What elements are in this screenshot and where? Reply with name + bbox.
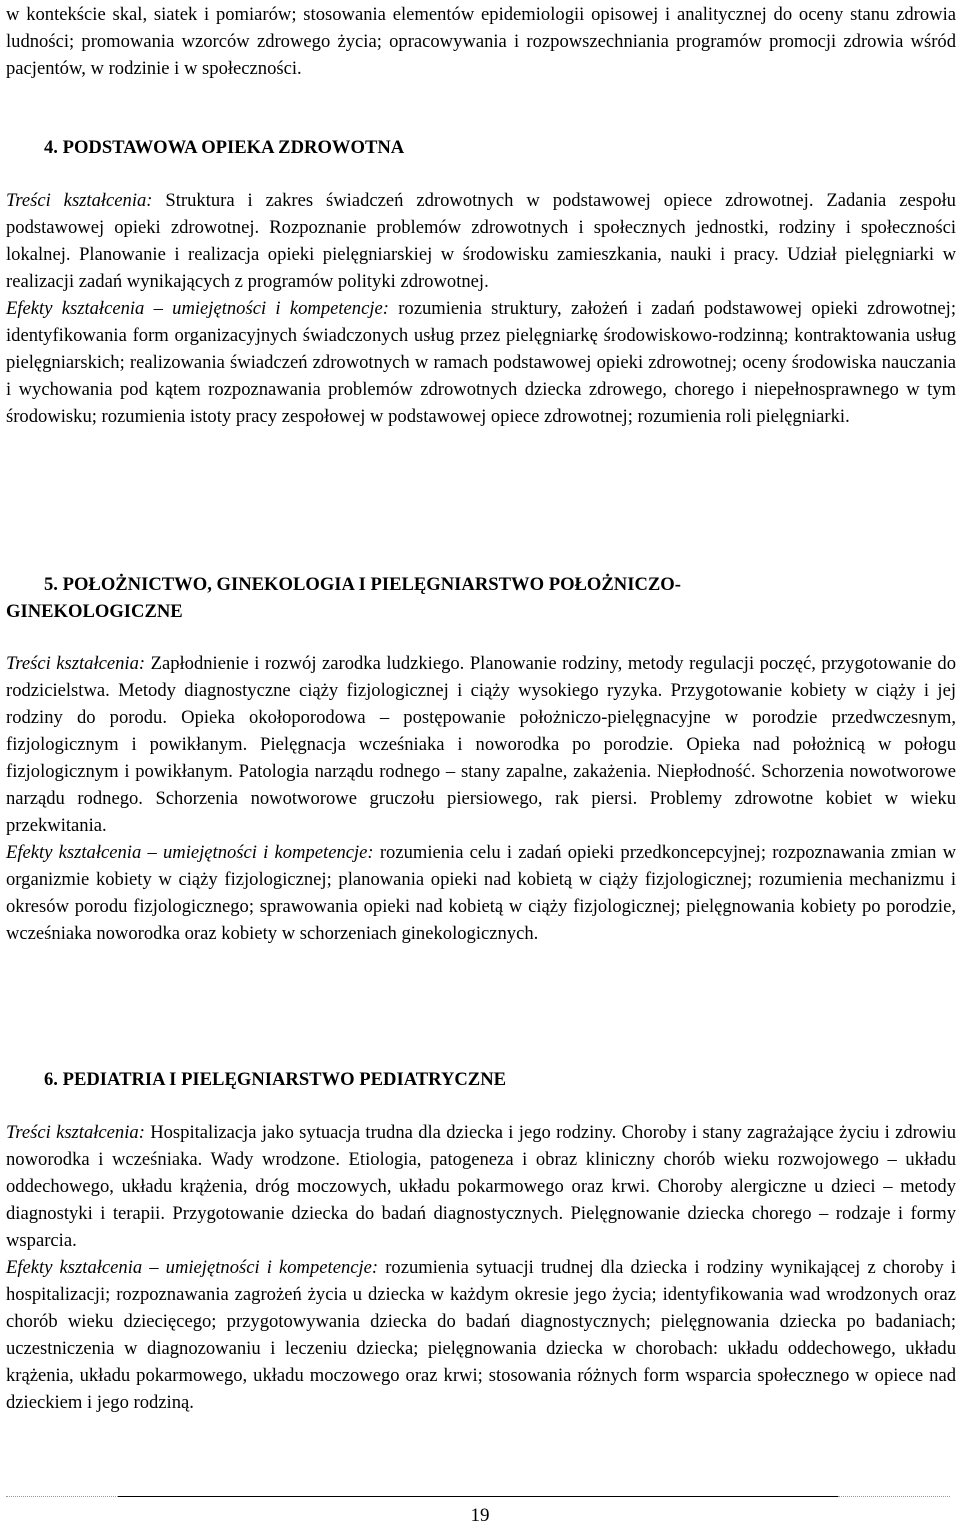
section-6 <box>6 1066 956 1093</box>
section-heading: 4. PODSTAWOWA OPIEKA ZDROWOTNA <box>44 137 405 158</box>
footer-rule-right <box>838 1496 950 1497</box>
content-text: Struktura i zakres świadczeń zdrowotnych w podstawowej opiece zdrowotnej. Zadania zespołu podstawowej opieki zdrowotnej. Rozpoznanie problemów zdrowotnych i społecznych jednostki, rodziny i społeczności lokalnej. Planowanie i realizacja opieki pielęgniarskiej w środowisku zamieszkania, nauki i pracy. Udział pielęgniarki w realizacji zadań wynikających z programów polityki zdrowotnej. <box>6 190 956 292</box>
section-heading: 6. PEDIATRIA I PIELĘGNIARSTWO PEDIATRYCZNE <box>44 1069 507 1090</box>
content-paragraph <box>6 187 956 295</box>
effects-text: rozumienia celu i zadań opieki przedkoncepcyjnej; rozpoznawania zmian w organizmie kobiety w ciąży fizjologicznej; planowania opieki nad kobietą w ciąży fizjologicznej; rozumienia mechanizmu i okresów porodu fizjologicznego; sprawowania opieki nad kobietą w ciąży fizjologicznej; pielęgnowania kobiety po porodzie, wcześniaka noworodka oraz kobiety w schorzeniach ginekologicznych. <box>6 842 956 944</box>
effects-paragraph <box>6 839 956 947</box>
intro-paragraph: w kontekście skal, siatek i pomiarów; stosowania elementów epidemiologii opisowej i analitycznej do oceny stanu zdrowia ludności; promowania wzorców zdrowego życia; opracowywania i rozpowszechniania programów promocji zdrowia wśród pacjentów, w rodzinie i w społeczności. <box>6 4 956 79</box>
intro-paragraph-block <box>6 1 956 82</box>
content-label: Treści kształcenia: <box>6 190 153 211</box>
effects-label: Efekty kształcenia – umiejętności i kompetencje: <box>6 1257 379 1278</box>
footer-rule-left <box>6 1496 118 1497</box>
content-text: Zapłodnienie i rozwój zarodka ludzkiego. Planowanie rodziny, metody regulacji poczęć, przygotowanie do rodzicielstwa. Metody diagnostyczne ciąży fizjologicznej i ciąży wysokiego ryzyka. Przygotowanie kobiety w ciąży i jej rodziny do porodu. Opieka okołoporodowa – postępowanie położniczo-pielęgnacyjne w porodzie przedwczesnym, fizjologicznym i powikłanym. Pielęgnacja wcześniaka i noworodka po porodzie. Opieka nad położnicą w połogu fizjologicznym i powikłanym. Patologia narządu rodnego – stany zapalne, zakażenia. Niepłodność. Schorzenia nowotworowe narządu rodnego. Schorzenia nowotworowe gruczołu piersiowego, rak piersi. Problemy zdrowotne kobiet w wieku przekwitania. <box>6 653 956 836</box>
content-paragraph <box>6 650 956 839</box>
content-label: Treści kształcenia: <box>6 653 146 674</box>
content-label: Treści kształcenia: <box>6 1122 145 1143</box>
effects-label: Efekty kształcenia – umiejętności i kompetencje: <box>6 842 374 863</box>
effects-text: rozumienia sytuacji trudnej dla dziecka i rodziny wynikającej z choroby i hospitalizacji; rozpoznawania zagrożeń życia u dziecka w każdym okresie jego życia; identyfikowania wad wrodzonych oraz chorób wieku dziecięcego; przygotowywania dziecka do badań diagnostycznych; pielęgnowania dziecka po badaniach; uczestniczenia w diagnozowaniu i leczeniu dziecka; pielęgnowania dziecka w chorobach: układu oddechowego, układu krążenia, układu pokarmowego, układu moczowego oraz krwi; stosowania różnych form wsparcia społecznego w opiece nad dzieckiem i jego rodziną. <box>6 1257 956 1413</box>
page-number: 19 <box>470 1505 490 1526</box>
section-4-content <box>6 187 956 430</box>
content-paragraph <box>6 1119 956 1254</box>
section-4 <box>6 134 956 161</box>
section-5-content <box>6 650 956 947</box>
section-6-content <box>6 1119 956 1416</box>
effects-label: Efekty kształcenia – umiejętności i kompetencje: <box>6 298 389 319</box>
effects-paragraph <box>6 295 956 430</box>
section-heading-line-2: GINEKOLOGICZNE <box>6 601 183 622</box>
content-text: Hospitalizacja jako sytuacja trudna dla dziecka i jego rodziny. Choroby i stany zagrażające życiu i zdrowiu noworodka i wcześniaka. Wady wrodzone. Etiologia, patogeneza i obraz kliniczny chorób wieku rozwojowego – układu oddechowego, układu krążenia, dróg moczowych, układu pokarmowego oraz krwi. Choroby alergiczne u dzieci – metody diagnostyki i terapii. Przygotowanie dziecka do badań diagnostycznych. Pielęgnowanie dziecka chorego – rodzaje i formy wsparcia. <box>6 1122 956 1251</box>
section-5 <box>6 571 956 625</box>
effects-text: rozumienia struktury, założeń i zadań podstawowej opieki zdrowotnej; identyfikowania form organizacyjnych świadczonych usług przez pielęgniarkę środowiskowo-rodzinną; kontraktowania usług pielęgniarskich; realizowania świadczeń zdrowotnych w ramach podstawowej opieki zdrowotnej; oceny środowiska nauczania i wychowania pod kątem rozpoznawania problemów zdrowotnych dziecka zdrowego, chorego i niepełnosprawnego w tym środowisku; rozumienia istoty pracy zespołowej w podstawowej opiece zdrowotnej; rozumienia roli pielęgniarki. <box>6 298 956 427</box>
effects-paragraph <box>6 1254 956 1416</box>
section-heading-line-1: 5. POŁOŻNICTWO, GINEKOLOGIA I PIELĘGNIARSTWO POŁOŻNICZO- <box>44 574 681 595</box>
footer-rule <box>118 1496 838 1497</box>
